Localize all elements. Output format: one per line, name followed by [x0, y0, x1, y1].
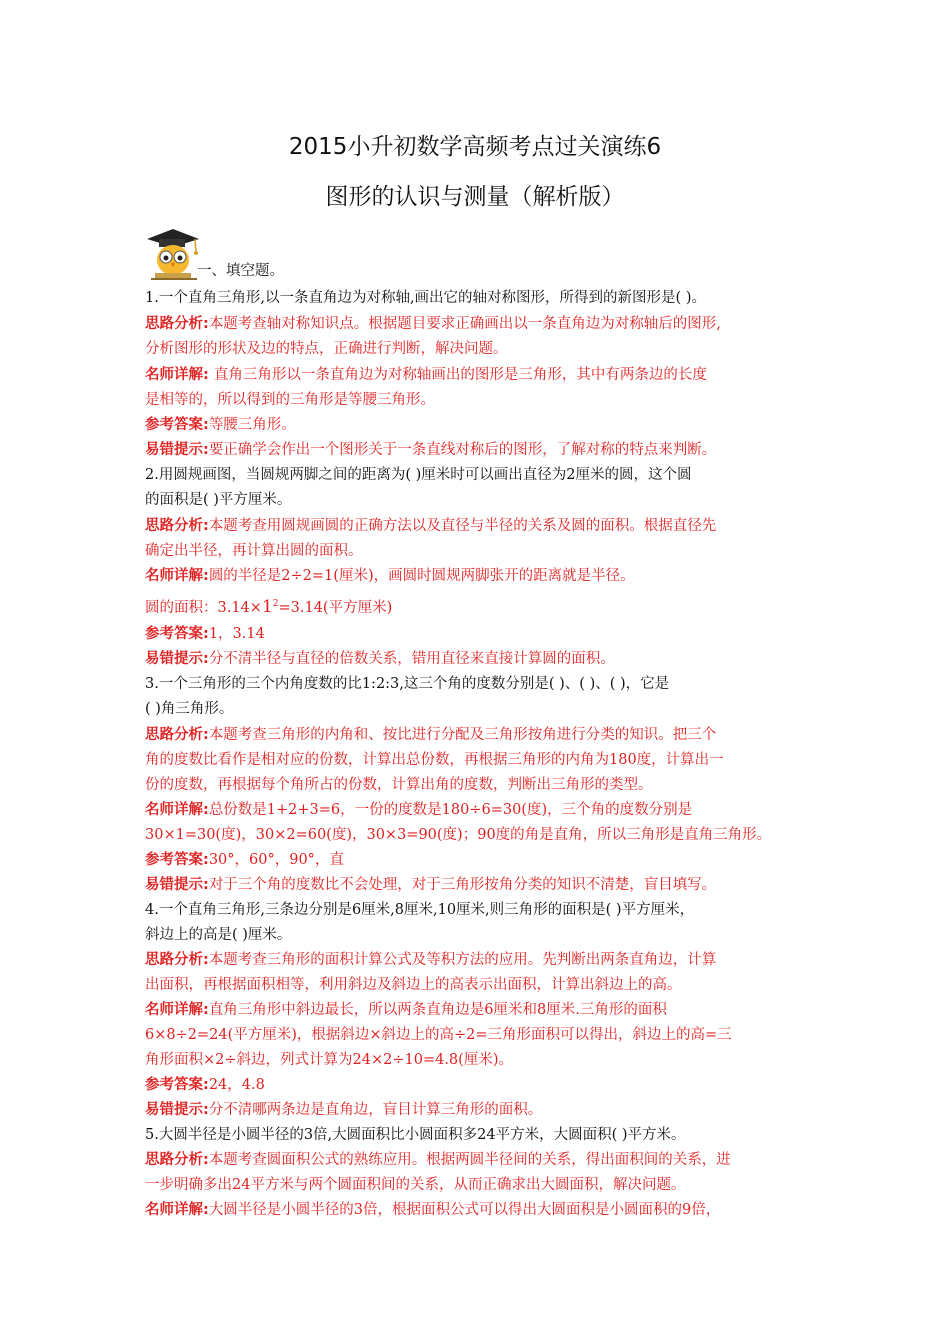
q3-analysis-cont-1: 角的度数比看作是相对应的份数，计算出总份数，再根据三角形的内角为180度，计算出一 [145, 752, 724, 768]
q3-explain-cont: 30×1=30(度)，30×2=60(度)，30×3=90(度)；90度的角是直角，所以三角形是直角三角形。 [145, 827, 772, 843]
q1-tip-text: 要正确学会作出一个图形关于一条直线对称后的图形，了解对称的特点来判断。 [208, 442, 717, 458]
tip-label: 易错提示: [145, 877, 209, 893]
q5-explain [145, 1201, 817, 1220]
answer-label: 参考答案: [145, 417, 209, 433]
owl-graduate-icon [143, 225, 201, 281]
q2-explain [145, 567, 817, 586]
q3-answer-text: 30°，60°，90°，直 [208, 852, 344, 868]
analysis-label: 思路分析: [145, 952, 209, 968]
q3-tip [145, 876, 817, 895]
q2-explain-text: 圆的半径是2÷2=1(厘米)，画圆时圆规两脚张开的距离就是半径。 [208, 568, 635, 584]
tip-label: 易错提示: [145, 651, 209, 667]
question-1: 1.一个直角三角形,以一条直角边为对称轴,画出它的轴对称图形，所得到的新图形是( )。 [145, 290, 706, 306]
q1-tip [145, 441, 817, 460]
q3-analysis-cont-2: 份的度数，再根据每个角所占的份数，计算出角的度数，判断出三角形的类型。 [145, 777, 653, 793]
answer-label: 参考答案: [145, 852, 209, 868]
q1-analysis [145, 315, 817, 334]
q1-analysis-text-a: 本题考查轴对称知识点。根据题目要求正确画出以一条直角边为对称轴后的图形, [208, 316, 721, 332]
q1-explain-cont: 是相等的，所以得到的三角形是等腰三角形。 [145, 392, 435, 408]
q1-answer [145, 416, 817, 435]
q5-explain-text-a: 大圆半径是小圆半径的3倍，根据面积公式可以得出大圆面积是小圆面积的9倍， [208, 1202, 721, 1218]
analysis-label: 思路分析: [145, 727, 209, 743]
q3-analysis [145, 726, 817, 745]
answer-label: 参考答案: [145, 1077, 209, 1093]
analysis-label: 思路分析: [145, 316, 209, 332]
q4-tip-text: 分不清哪两条边是直角边，盲目计算三角形的面积。 [208, 1102, 543, 1118]
answer-label: 参考答案: [145, 626, 209, 642]
q4-explain-cont-1: 6×8÷2=24(平方厘米)，根据斜边×斜边上的高÷2=三角形面积可以得出，斜边上的高=三 [145, 1027, 732, 1043]
area-exponent: 2 [272, 599, 279, 609]
q5-analysis-text-a: 本题考查圆面积公式的熟练应用。根据两圆半径间的关系，得出面积间的关系，进 [208, 1152, 731, 1168]
q5-analysis-cont: 一步明确多出24平方米与两个圆面积间的关系，从而正确求出大圆面积，解决问题。 [145, 1177, 686, 1193]
q4-analysis-cont: 出面积，再根据面积相等，利用斜边及斜边上的高表示出面积，计算出斜边上的高。 [145, 977, 682, 993]
explain-label: 名师详解: [145, 568, 209, 584]
q2-area-formula [145, 595, 817, 618]
area-prefix: 圆的面积：3.14× [145, 599, 262, 616]
section-heading: 一、填空题。 [197, 263, 284, 279]
q4-tip [145, 1101, 817, 1120]
doc-subtitle: 图形的认识与测量（解析版） [325, 184, 625, 210]
question-4-cont: 斜边上的高是( )厘米。 [145, 927, 292, 943]
q3-tip-text: 对于三个角的度数比不会处理，对于三角形按角分类的知识不清楚，盲目填写。 [208, 877, 717, 893]
explain-label: 名师详解: [145, 1002, 209, 1018]
q1-answer-text: 等腰三角形。 [208, 417, 296, 433]
analysis-label: 思路分析: [145, 1152, 209, 1168]
q3-analysis-text-a: 本题考查三角形的内角和、按比进行分配及三角形按角进行分类的知识。把三个 [208, 727, 717, 743]
q5-analysis [145, 1151, 817, 1170]
q2-answer-text: 1，3.14 [208, 626, 265, 642]
tip-label: 易错提示: [145, 442, 209, 458]
q1-explain [145, 366, 817, 385]
q4-answer [145, 1076, 817, 1095]
q4-answer-text: 24，4.8 [208, 1077, 265, 1093]
question-4: 4.一个直角三角形,三条边分别是6厘米,8厘米,10厘米,则三角形的面积是( )平方厘米， [145, 902, 695, 918]
q2-analysis-cont: 确定出半径，再计算出圆的面积。 [145, 543, 363, 559]
question-5: 5.大圆半径是小圆半径的3倍,大圆面积比小圆面积多24平方米，大圆面积( )平方米。 [145, 1127, 686, 1143]
q1-analysis-cont: 分析图形的形状及边的特点，正确进行判断，解决问题。 [145, 341, 508, 357]
explain-label: 名师详解: [145, 802, 209, 818]
question-3: 3.一个三角形的三个内角度数的比1:2:3,这三个角的度数分别是( )、( )、( )，它是 [145, 676, 670, 692]
q3-explain-text-a: 总份数是1+2+3=6，一份的度数是180÷6=30(度)，三个角的度数分别是 [208, 802, 693, 818]
q3-answer [145, 851, 817, 870]
q2-tip-text: 分不清半径与直径的倍数关系，错用直径来直接计算圆的面积。 [208, 651, 615, 667]
question-2-cont: 的面积是( )平方厘米。 [145, 492, 292, 508]
area-suffix: =3.14(平方厘米) [278, 599, 393, 616]
q4-explain-text-a: 直角三角形中斜边最长，所以两条直角边是6厘米和8厘米.三角形的面积 [208, 1002, 667, 1018]
q2-tip [145, 650, 817, 669]
q4-analysis-text-a: 本题考查三角形的面积计算公式及等积方法的应用。先判断出两条直角边，计算 [208, 952, 717, 968]
area-base: 1 [261, 596, 273, 617]
doc-title: 2015小升初数学高频考点过关演练6 [288, 134, 662, 160]
explain-label: 名师详解: [145, 367, 214, 383]
q2-analysis-text-a: 本题考查用圆规画圆的正确方法以及直径与半径的关系及圆的面积。根据直径先 [208, 518, 717, 534]
q2-answer [145, 625, 817, 644]
q4-explain [145, 1001, 817, 1020]
analysis-label: 思路分析: [145, 518, 209, 534]
q1-explain-text-a: 直角三角形以一条直角边为对称轴画出的图形是三角形，其中有两条边的长度 [213, 367, 707, 383]
tip-label: 易错提示: [145, 1102, 209, 1118]
explain-label: 名师详解: [145, 1202, 209, 1218]
q3-explain [145, 801, 817, 820]
question-2: 2.用圆规画图，当圆规两脚之间的距离为( )厘米时可以画出直径为2厘米的圆，这个圆 [145, 467, 692, 483]
question-3-cont: ( )角三角形。 [145, 701, 234, 717]
q4-explain-cont-2: 角形面积×2÷斜边，列式计算为24×2÷10=4.8(厘米)。 [145, 1052, 513, 1068]
q2-analysis [145, 517, 817, 536]
q4-analysis [145, 951, 817, 970]
